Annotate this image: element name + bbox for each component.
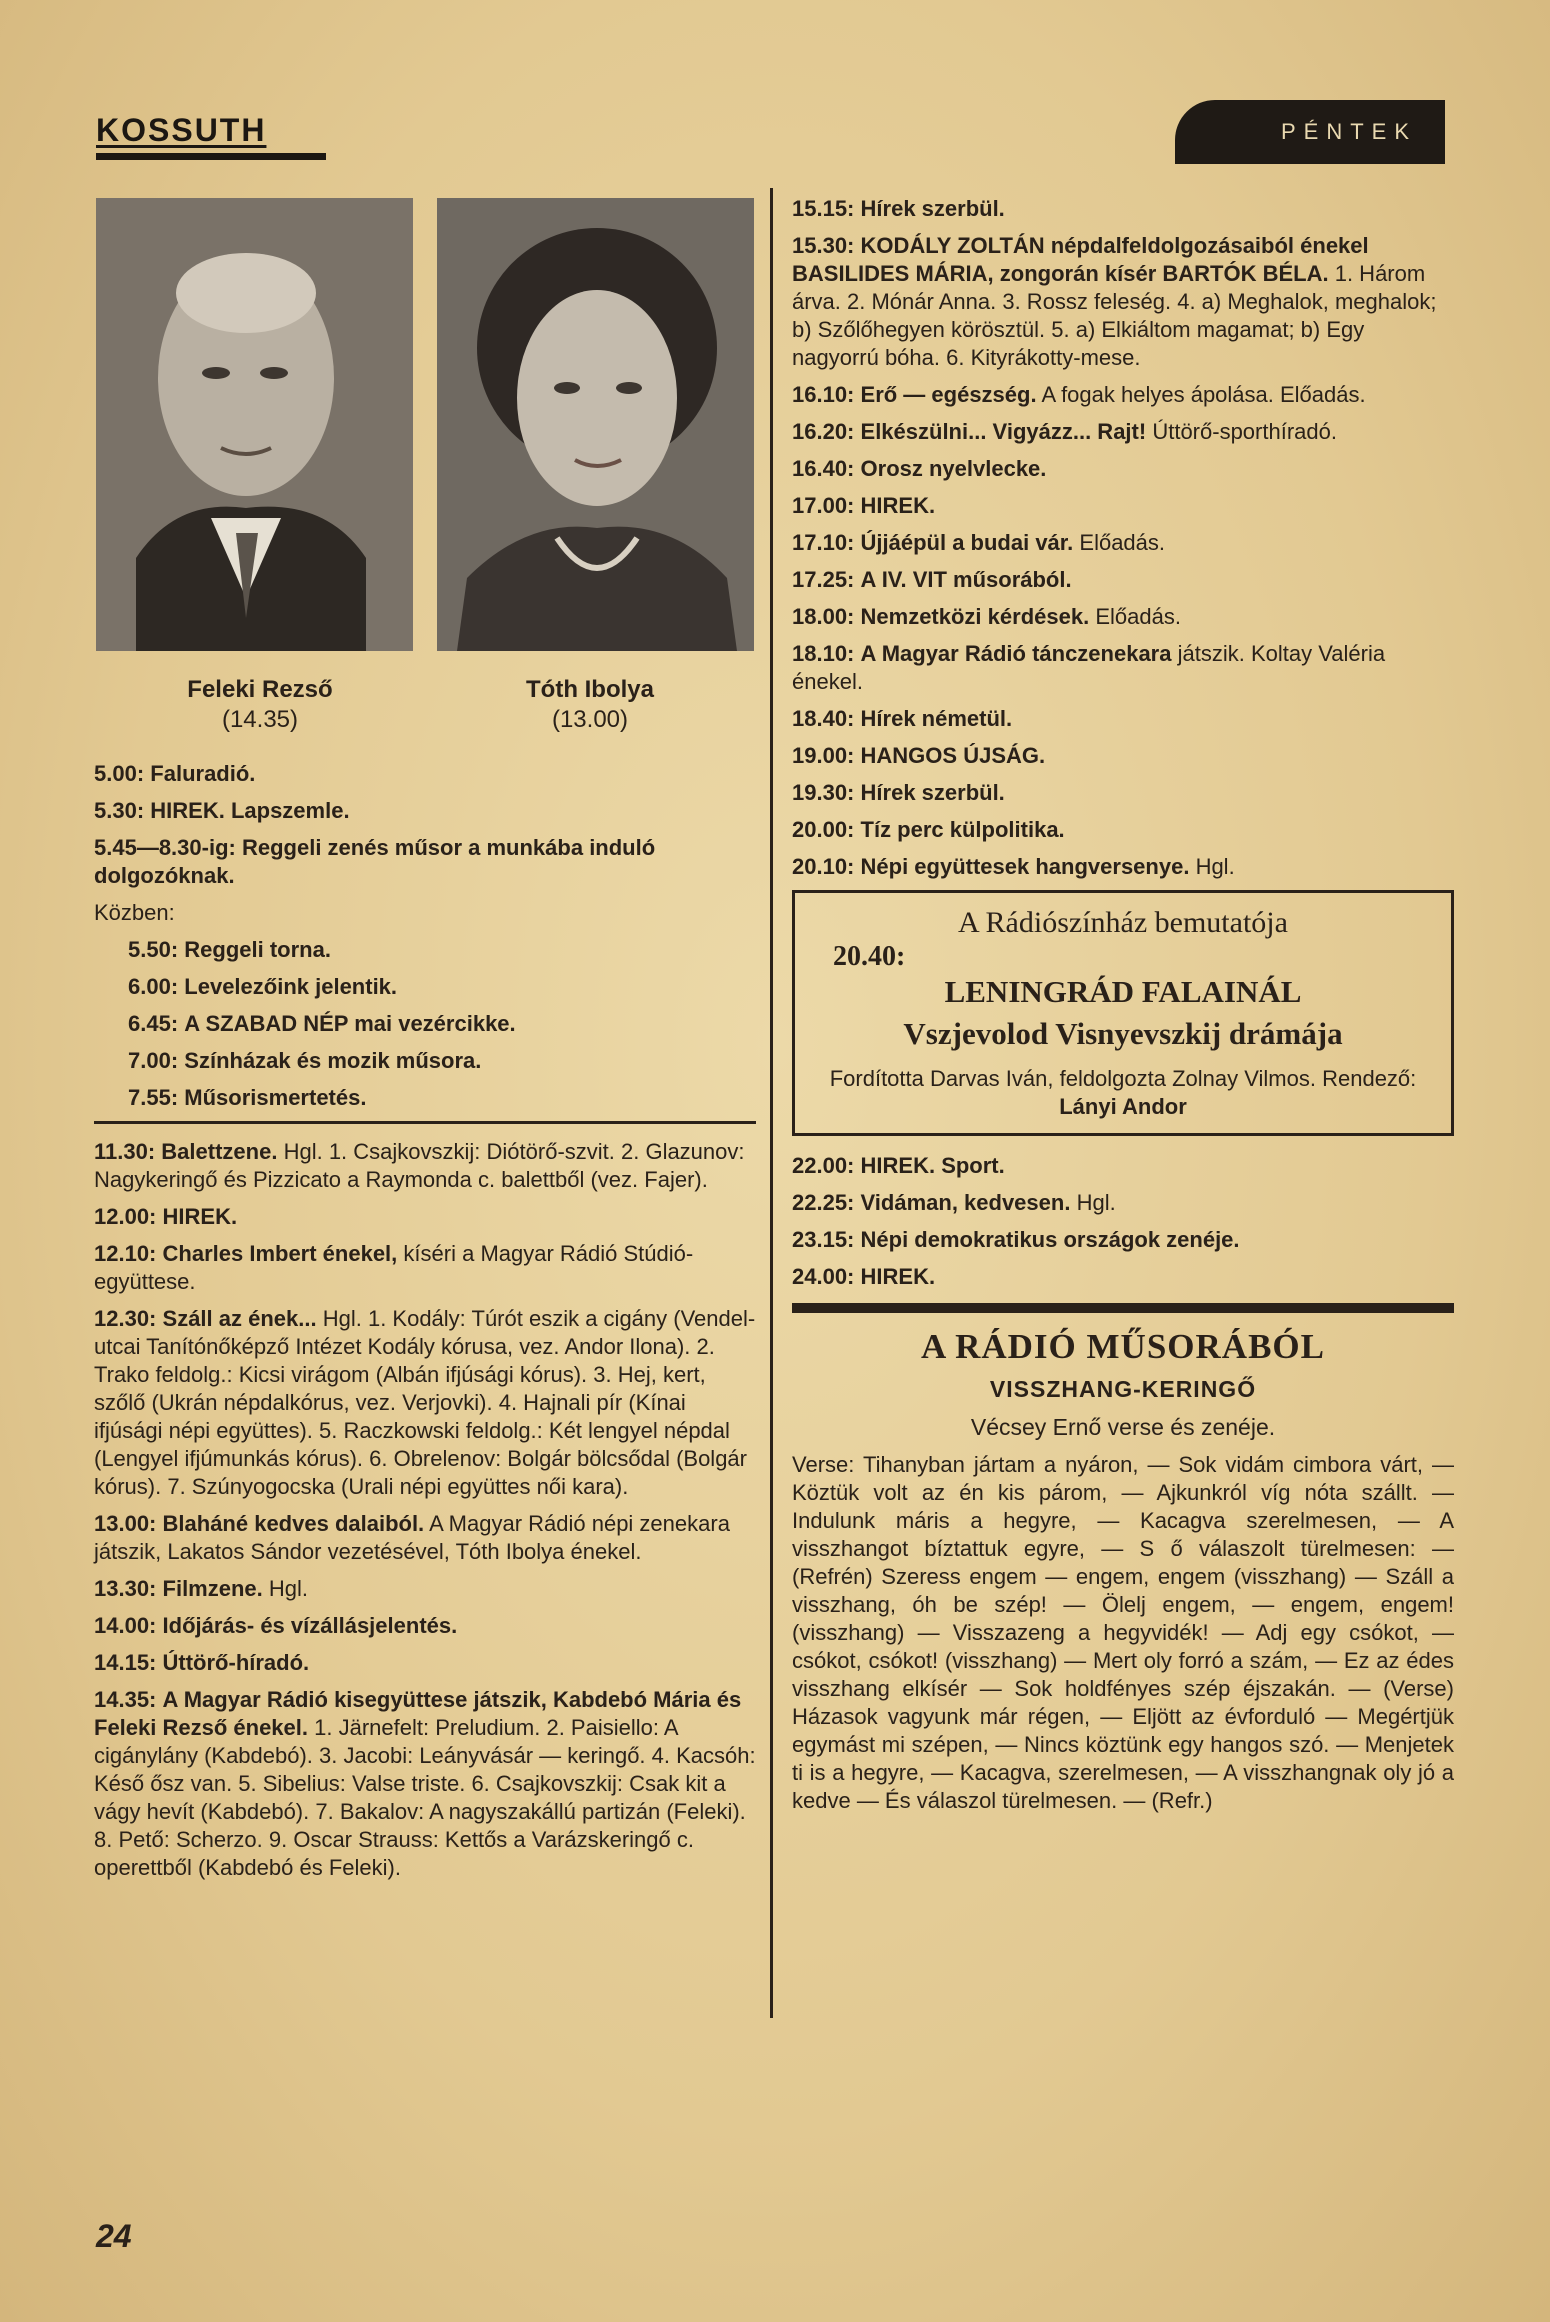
program-time: 16.20: [792,419,855,444]
program-entry [792,779,1454,807]
program-entry [792,566,1454,594]
program-entry [94,1138,756,1194]
program-entry [792,381,1454,409]
program-time: 18.10: [792,641,855,666]
credits-text: Fordította Darvas Iván, feldolgozta Zolnay Vilmos. Rendező: [829,1066,1417,1091]
program-entry [94,797,756,825]
portrait-toth-photo [437,198,754,651]
program-time: 22.25: [792,1190,855,1215]
program-entry [792,1226,1454,1254]
program-entry [94,1010,756,1038]
program-time: 22.00: [792,1153,855,1178]
program-entry [792,1263,1454,1291]
program-title: Filmzene. [162,1576,263,1601]
caption-feleki [150,675,370,735]
program-title: Úttörő-híradó. [162,1650,310,1675]
program-time: 19.00: [792,743,855,768]
program-title: HIREK. Sport. [860,1153,1005,1178]
caption-name: Feleki Rezső [187,676,333,703]
program-description: Úttörő-sporthíradó. [1152,419,1337,444]
program-title: Száll az ének... [162,1306,317,1331]
program-time: 6.00: [128,974,179,999]
program-entry [792,492,1454,520]
masthead-rule [96,153,326,160]
program-time: 20.00: [792,817,855,842]
program-time: 15.30: [792,233,855,258]
program-time: 7.00: [128,1048,179,1073]
program-title: Újjáépül a budai vár. [860,530,1074,555]
left-program-column [94,760,756,1891]
page-number: 24 [96,2218,132,2254]
caption-time: (13.00) [551,706,629,733]
program-title: Népi együttesek hangversenye. [860,854,1190,879]
program-title: Balettzene. [161,1139,278,1164]
program-time: 13.30: [94,1576,157,1601]
program-description: 1. Järnefelt: Preludium. 2. Paisiello: A cigánylány (Kabdebó). 3. Jacobi: Leányvásár — keringő. 4. Kacsóh: Késő ősz van. 5. Sibelius: Valse triste. 6. Csajkovszkij: Csak kit a vágy hevít (Kabdebó). 7. Bakalov: A nagyszakállú partizán (Feleki). 8. Pető: Scherzo. 9. Oscar Strauss: Kettős a Varázskeringő c. operettből (Kabdebó és Feleki). [94,1715,756,1880]
program-entry [792,853,1454,881]
program-time: 15.15: [792,196,855,221]
program-entry [94,1612,756,1640]
program-entry [792,455,1454,483]
program-title: A Magyar Rádió tánczenekara [860,641,1172,666]
portrait-man-image [96,198,413,651]
station-title: KOSSUTH [96,112,267,148]
program-description: Színházak és mozik műsora. [184,1048,482,1073]
program-entry [792,816,1454,844]
program-title: Időjárás- és vízállásjelentés. [162,1613,458,1638]
section-rule [94,1121,756,1124]
featured-subheading: Vszjevolod Visnyevszkij drámája [903,1016,1343,1051]
program-title: Blaháné kedves dalaiból. [162,1511,425,1536]
program-entry [792,529,1454,557]
program-entry [94,973,756,1001]
program-description: A SZABAD NÉP mai vezércikke. [184,1011,516,1036]
program-entry [94,1575,756,1603]
program-description: A Magyar Rádió népi zenekara játszik, Lakatos Sándor vezetésével, Tóth Ibolya énekel. [94,1511,730,1564]
program-description: játszik. Koltay Valéria énekel. [792,641,1386,694]
program-entry [792,705,1454,733]
credits-director: Lányi Andor [1059,1094,1187,1119]
program-description: kíséri a Magyar Rádió Stúdió-együttese. [94,1241,694,1294]
program-title: Hírek németül. [860,706,1013,731]
program-time: 12.00: [94,1204,157,1229]
late-program-list [792,1152,1454,1291]
program-time: 14.15: [94,1650,157,1675]
program-entry [94,936,756,964]
program-time: 24.00: [792,1264,855,1289]
featured-box [792,890,1454,1136]
program-description: Hgl. [268,1576,309,1601]
program-title: Vidáman, kedvesen. [860,1190,1071,1215]
program-time: 19.30: [792,780,855,805]
program-entry [94,760,756,788]
program-title: Népi demokratikus országok zenéje. [860,1227,1240,1252]
program-time: 11.30: [94,1139,156,1164]
program-title: KODÁLY ZOLTÁN népdalfeldolgozásaiból énekel BASILIDES MÁRIA, zongorán kísér BARTÓK BÉLA. [792,233,1369,286]
program-time: 18.00: [792,604,855,629]
program-time: 7.55: [128,1085,179,1110]
caption-toth [480,675,700,735]
section-rule [792,1303,1454,1313]
program-time: 17.25: [792,567,855,592]
portrait-woman-image [437,198,754,651]
program-entry [94,899,756,927]
program-time: 20.10: [792,854,855,879]
program-time: 23.15: [792,1227,855,1252]
program-description: HIREK. Lapszemle. [150,798,350,823]
afternoon-program-list [792,195,1454,881]
program-description: Faluradió. [150,761,256,786]
program-title: Orosz nyelvlecke. [860,456,1047,481]
program-title: Tíz perc külpolitika. [860,817,1065,842]
masthead [96,112,326,160]
program-title: A Magyar Rádió kisegyüttese játszik, Kabdebó Mária és Feleki Rezső énekel. [94,1687,742,1740]
program-description: Levelezőink jelentik. [184,974,398,999]
program-description: Hgl. [1195,854,1235,879]
program-time: 5.00: [94,761,145,786]
program-entry [94,1649,756,1677]
program-title: Erő — egészség. [860,382,1037,407]
program-entry [94,1047,756,1075]
program-description: A fogak helyes ápolása. Előadás. [1041,382,1366,407]
program-title: Nemzetközi kérdések. [860,604,1090,629]
program-description: 1. Három árva. 2. Mónár Anna. 3. Rossz feleség. 4. a) Meghalok, meghalok; b) Szőlőhegyen körösztül. 5. a) Elkiáltom magamat; b) Egy nagyorrú bóha. 6. Kityrákotty-mese. [792,261,1437,370]
featured-time: 20.40: [833,941,906,972]
program-time: 17.00: [792,493,855,518]
featured-title: A Rádiószínház bemutatója [958,906,1288,939]
program-entry [94,1510,756,1566]
program-entry [94,1084,756,1112]
program-time: 5.50: [128,937,179,962]
program-title: A IV. VIT műsorából. [860,567,1072,592]
portrait-feleki-photo [96,198,413,651]
program-description: Hgl. 1. Csajkovszkij: Diótörő-szvit. 2. Glazunov: Nagykeringő és Pizzicato a Raymonda c. balettből (vez. Fajer). [94,1139,745,1192]
program-time: 5.45—8.30-ig: [94,835,236,860]
program-description: Előadás. [1079,530,1166,555]
program-entry [94,1203,756,1231]
right-program-column [792,195,1454,1815]
program-time: 12.10: [94,1241,157,1266]
program-time: 17.10: [792,530,855,555]
program-entry [792,640,1454,696]
program-title: HIREK. [162,1204,238,1229]
program-time: 14.35: [94,1687,157,1712]
program-title: Elkészülni... Vigyázz... Rajt! [860,419,1147,444]
program-title: HIREK. [860,1264,936,1289]
program-entry [792,603,1454,631]
featured-credits [813,1065,1433,1121]
program-entry [792,195,1454,223]
program-entry [792,232,1454,372]
program-time: 5.30: [94,798,145,823]
program-time: 16.40: [792,456,855,481]
program-description: Közben: [94,900,175,925]
program-entry [94,834,756,890]
program-description: Műsorismertetés. [184,1085,367,1110]
program-entry [792,1152,1454,1180]
program-entry [792,742,1454,770]
program-entry [792,418,1454,446]
program-time: 16.10: [792,382,855,407]
program-title: Hírek szerbül. [860,196,1005,221]
program-title: Charles Imbert énekel, [162,1241,398,1266]
program-description: Reggeli zenés műsor a munkába induló dolgozóknak. [94,835,656,888]
program-time: 6.45: [128,1011,179,1036]
program-description: Hgl. 1. Kodály: Túrót eszik a cigány (Vendel-utcai Tanítónőképző Intézet Kodály kórusa, vez. Andor Ilona). 2. Trako feldolg.: Kicsi virágom (Albán ifjúsági kórus). 3. Hej, kert, szőlő (Ukrán népdalkórus, vez. Verjovki). 4. Hajnali pír (Kínai ifjúsági népi együttes). 5. Raczkowski feldolg.: Két lengyel népdal (Lengyel ifjúmunkás kórus). 6. Obrelenov: Bolgár bölcsődal (Bolgár kórus). 7. Szúnyogocska (Urali népi együttes női kara). [94,1306,756,1499]
program-time: 14.00: [94,1613,157,1638]
article-author: Vécsey Ernő verse és zenéje. [970,1414,1276,1440]
program-time: 13.00: [94,1511,157,1536]
program-title: HIREK. [860,493,936,518]
program-entry [792,1189,1454,1217]
column-divider [770,188,773,2018]
featured-heading: LENINGRÁD FALAINÁL [944,974,1302,1009]
program-entry [94,1686,756,1882]
day-tab: PÉNTEK [1175,100,1445,164]
program-description: Hgl. [1076,1190,1116,1215]
article-title: A RÁDIÓ MŰSORÁBÓL [921,1327,1325,1366]
program-description: Reggeli torna. [184,937,331,962]
caption-time: (14.35) [221,706,299,733]
program-description: Előadás. [1095,604,1181,629]
article-subtitle: VISSZHANG-KERINGŐ [989,1376,1257,1402]
program-entry [94,1240,756,1296]
program-time: 12.30: [94,1306,157,1331]
program-entry [94,1305,756,1501]
program-title: HANGOS ÚJSÁG. [860,743,1046,768]
program-title: Hírek szerbül. [860,780,1005,805]
article-body: Verse: Tihanyban jártam a nyáron, — Sok vidám cimbora várt, — Köztük volt az én kis párom, — Ajkunkról víg nóta szállt. — Indulunk máris a hegyre, — Kacagva szerelmesen, — A visszhangot bíztattuk egyre, — S ő válaszolt türelmesen: — (Refrén) Szeress engem — engem, engem (visszhang) — Száll a visszhang, óh be szép! — Ölelj engem, — engem, engem! (visszhang) — Visszazeng a hegyvidék! — Adj egy csókot, — csókot, csókot! (visszhang) — Mert oly forró a szám, — Ez az édes visszhang elkísér — Sok holdfényes szép éjszakán. — (Verse) Házasok vagyunk már régen, — Eljött az évforduló — Megértjük egymást mi szépen, — Nincs köztünk egy hangos szó. — Menjetek ti is a hegyre, — Kacagva, szerelmesen, — A visszhangnak oly jó a kedve — És válaszol türelmesen. — (Refr.) [792,1452,1454,1813]
caption-name: Tóth Ibolya [526,676,654,703]
program-time: 18.40: [792,706,855,731]
